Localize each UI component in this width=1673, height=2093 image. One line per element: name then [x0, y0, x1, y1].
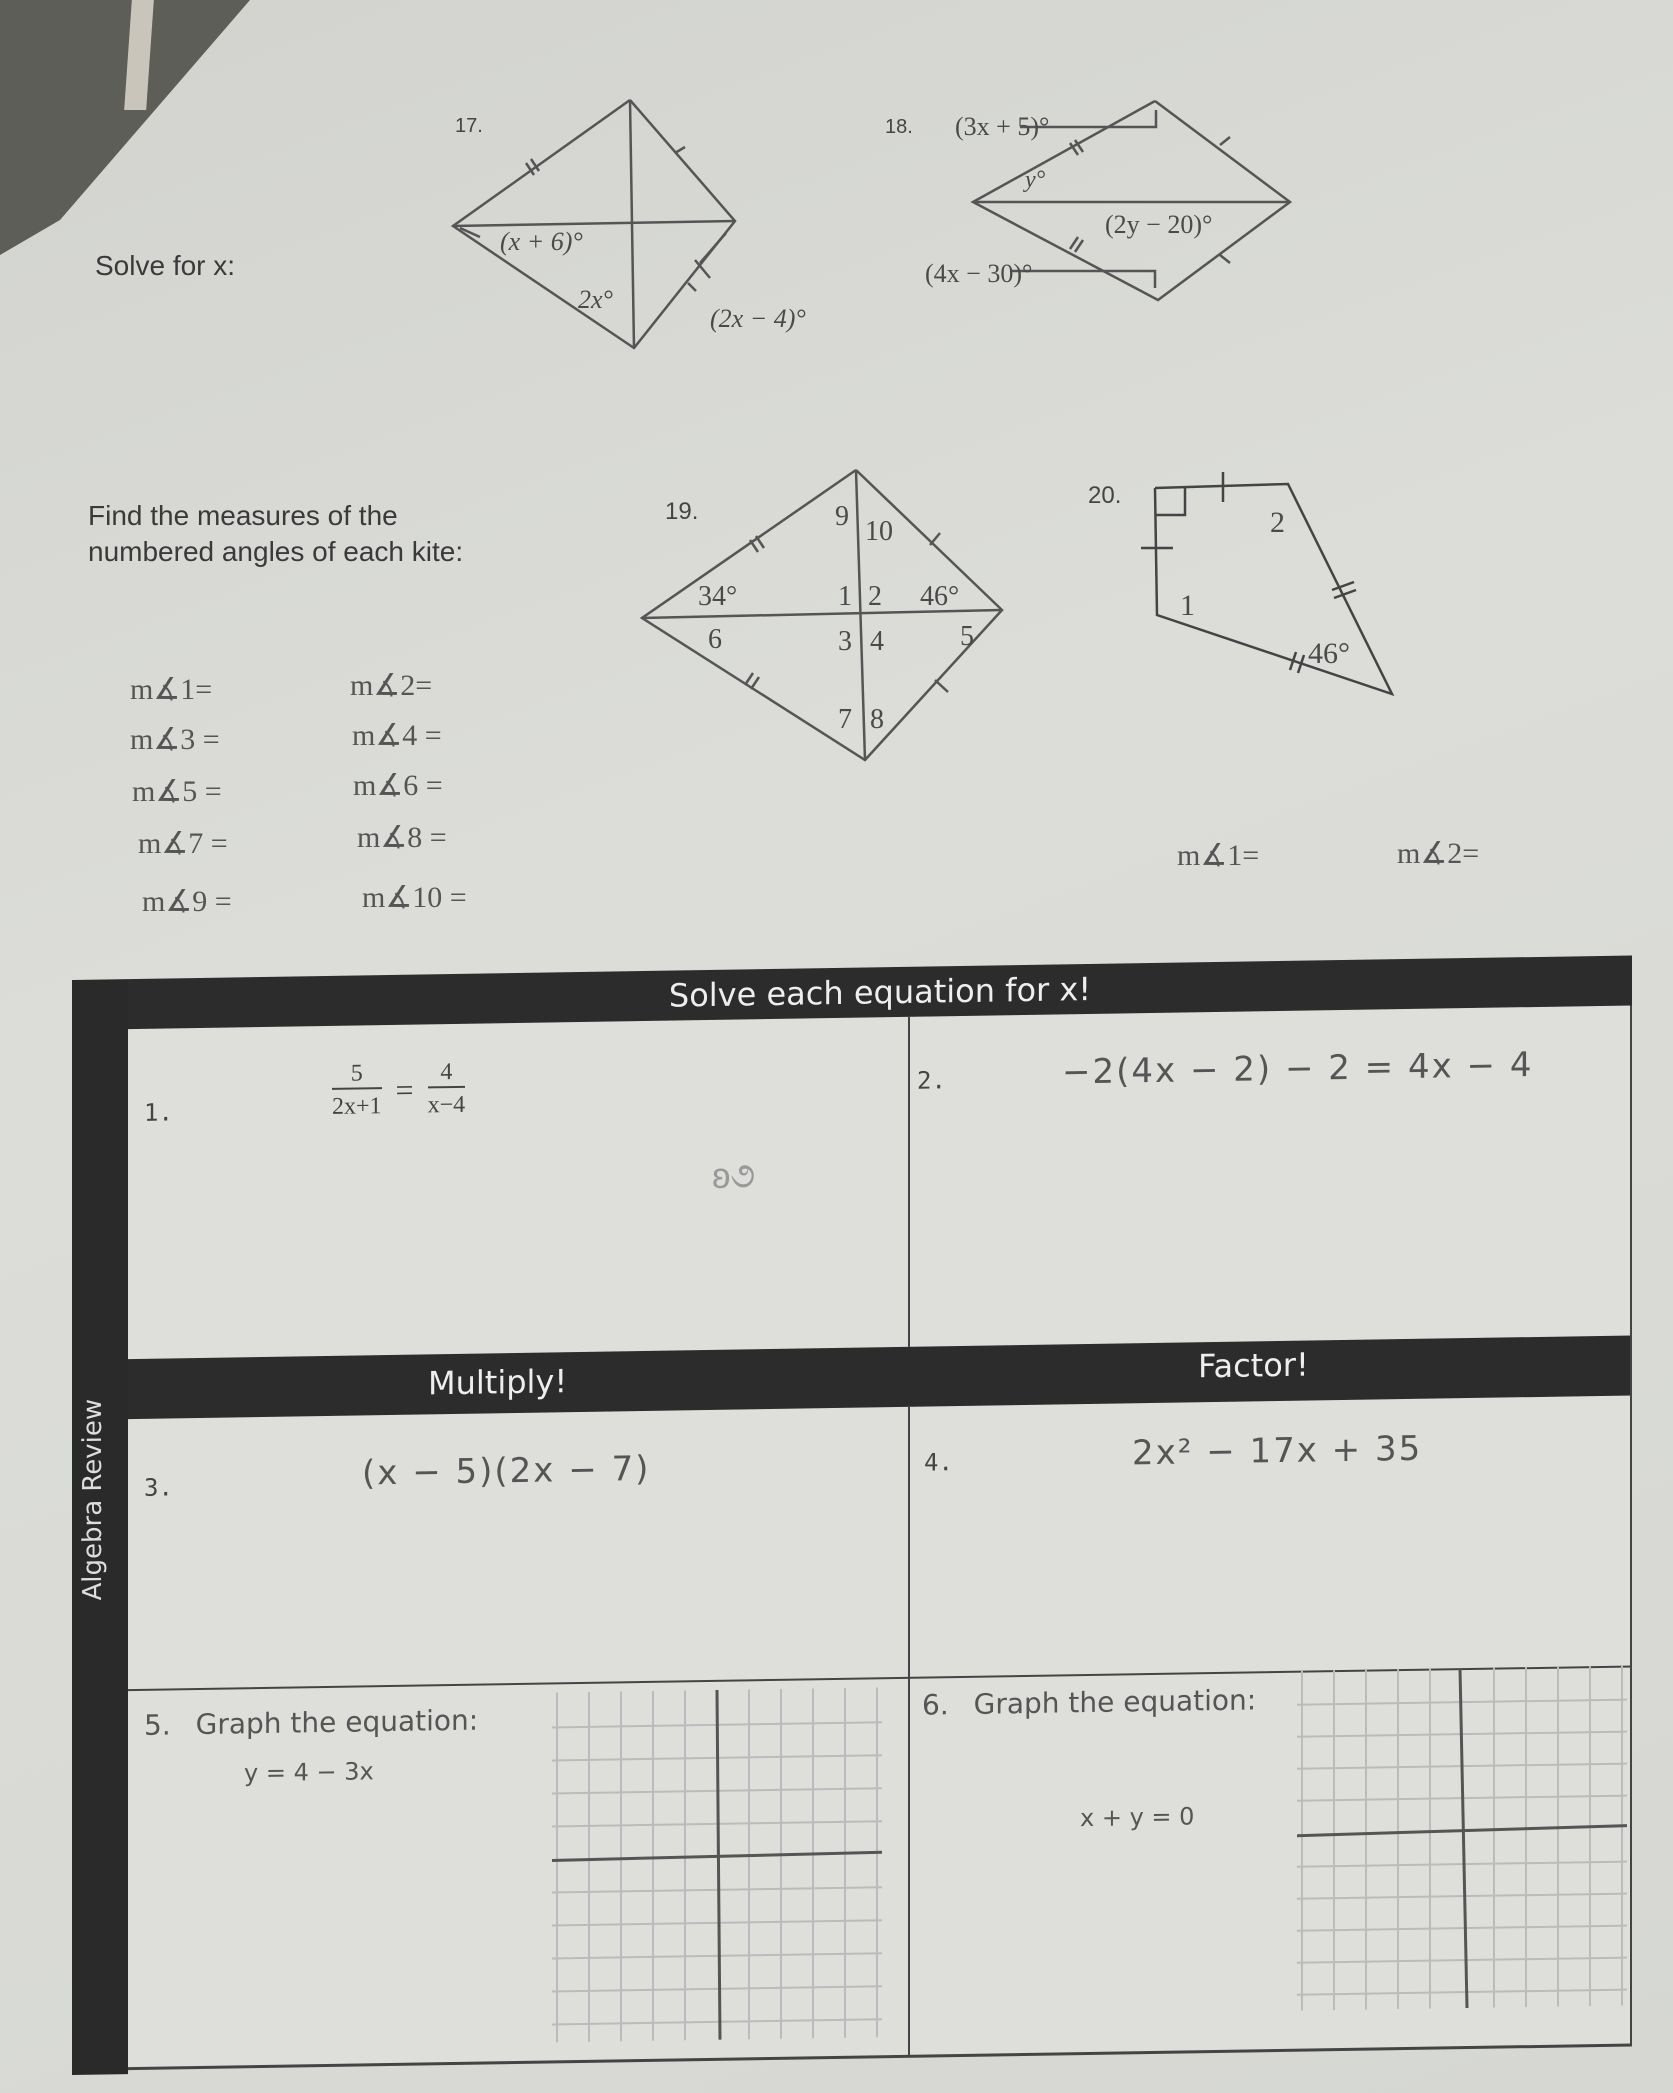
- q3-number: 3.: [144, 1473, 173, 1502]
- q6-number: 6.: [922, 1688, 949, 1722]
- q1-rhs-denominator: x−4: [428, 1086, 466, 1120]
- answer-angle-6[interactable]: m∡6 =: [353, 769, 443, 802]
- kite20-given-angle-46: 46°: [1308, 637, 1350, 670]
- kite-diagram-20: [1140, 470, 1410, 710]
- solve-for-x-label: Solve for x:: [95, 250, 236, 281]
- kite20-angle-2-label: 2: [1270, 506, 1285, 539]
- angle-label-2x-minus-4: (2x − 4)°: [710, 304, 806, 333]
- kite-diagram-18: [920, 95, 1300, 315]
- angle-label-4x-minus-30: (4x − 30)°: [925, 259, 1033, 288]
- review-right-border: [1630, 1005, 1632, 2045]
- column-divider: [908, 1017, 910, 1347]
- answer-angle-9[interactable]: m∡9 =: [142, 885, 232, 918]
- angle-label-2y-minus-20: (2y − 20)°: [1105, 210, 1213, 239]
- q6-y-axis: [1460, 1668, 1467, 2008]
- q2-equation: −2(4x − 2) − 2 = 4x − 4: [1062, 1045, 1534, 1093]
- pencil-scribble: ʚ૭: [712, 1154, 756, 1196]
- answer-angle-2[interactable]: m∡2=: [350, 669, 433, 702]
- header-factor-text: Factor!: [1198, 1345, 1309, 1386]
- angle-8-label: 8: [870, 704, 884, 735]
- q5-equation: y = 4 − 3x: [244, 1757, 374, 1788]
- q1-equation: [332, 1059, 465, 1121]
- kite20-answer-angle-1[interactable]: m∡1=: [1177, 839, 1260, 872]
- angle-label-2x: 2x°: [578, 285, 613, 314]
- q4-expression: 2x² − 17x + 35: [1132, 1428, 1423, 1474]
- answer-angle-5[interactable]: m∡5 =: [132, 775, 222, 808]
- q5-title: [144, 1704, 478, 1742]
- answer-angle-7[interactable]: m∡7 =: [138, 827, 228, 860]
- q1-rhs-numerator: 4: [440, 1059, 453, 1086]
- q5-title-text: Graph the equation:: [195, 1703, 479, 1742]
- problem-18-number: 18.: [885, 116, 913, 138]
- given-angle-46: 46°: [920, 581, 960, 612]
- answer-angle-1[interactable]: m∡1=: [130, 673, 213, 706]
- column-divider-lower: [908, 1407, 910, 2057]
- angle-2-label: 2: [868, 581, 882, 612]
- q5-number: 5.: [144, 1708, 171, 1742]
- q1-lhs-numerator: 5: [350, 1060, 363, 1087]
- answer-angle-8[interactable]: m∡8 =: [357, 821, 447, 854]
- kite-instruction-line1: Find the measures of the: [88, 500, 398, 531]
- angle-label-x-plus-6: (x + 6)°: [500, 227, 583, 256]
- angle-7-label: 7: [838, 704, 852, 735]
- q6-equation: x + y = 0: [1080, 1802, 1195, 1833]
- answer-angle-10[interactable]: m∡10 =: [362, 881, 467, 914]
- kite-instructions: [88, 498, 463, 570]
- kite-instruction-line2: numbered angles of each kite:: [88, 536, 464, 567]
- review-side-band: [72, 979, 128, 2075]
- kite20-angle-1-label: 1: [1180, 589, 1195, 622]
- q1-equals: =: [395, 1071, 414, 1108]
- problem-17-number: 17.: [455, 115, 483, 137]
- angle-3-label: 3: [838, 626, 852, 657]
- q1-lhs-denominator: 2x+1: [332, 1087, 382, 1121]
- q1-number: 1.: [144, 1098, 173, 1127]
- q3-expression: (x − 5)(2x − 7): [362, 1448, 651, 1494]
- algebra-review-box: [72, 955, 1632, 2075]
- problem-19-number: 19.: [665, 498, 699, 525]
- header-solve-text: Solve each equation for x!: [668, 969, 1092, 1015]
- q6-title: [922, 1683, 1256, 1721]
- q5-coordinate-grid[interactable]: [552, 1687, 882, 2042]
- angle-9-label: 9: [835, 501, 849, 532]
- kite-diagram-19: [630, 460, 1010, 770]
- kite20-answer-angle-2[interactable]: m∡2=: [1397, 837, 1480, 870]
- angle-label-3x-plus-5: (3x + 5)°: [955, 112, 1050, 141]
- header-multiply-text: Multiply!: [428, 1362, 568, 1403]
- angle-4-label: 4: [870, 626, 884, 657]
- q6-title-text: Graph the equation:: [973, 1683, 1257, 1721]
- q4-number: 4.: [924, 1448, 953, 1477]
- answer-angle-4[interactable]: m∡4 =: [352, 719, 442, 752]
- problem-20-number: 20.: [1088, 482, 1122, 509]
- angle-label-y: y°: [1025, 167, 1046, 193]
- answer-angle-3[interactable]: m∡3 =: [130, 723, 220, 756]
- angle-5-label: 5: [960, 621, 974, 652]
- review-side-title: Algebra Review: [78, 1398, 108, 1601]
- q6-coordinate-grid[interactable]: [1297, 1666, 1627, 2011]
- q2-number: 2.: [917, 1066, 946, 1095]
- given-angle-34: 34°: [698, 581, 738, 612]
- angle-6-label: 6: [708, 624, 722, 655]
- angle-1-label: 1: [838, 581, 852, 612]
- q5-y-axis: [717, 1690, 720, 2040]
- kite-diagram-17: [430, 95, 860, 355]
- angle-10-label: 10: [865, 516, 893, 547]
